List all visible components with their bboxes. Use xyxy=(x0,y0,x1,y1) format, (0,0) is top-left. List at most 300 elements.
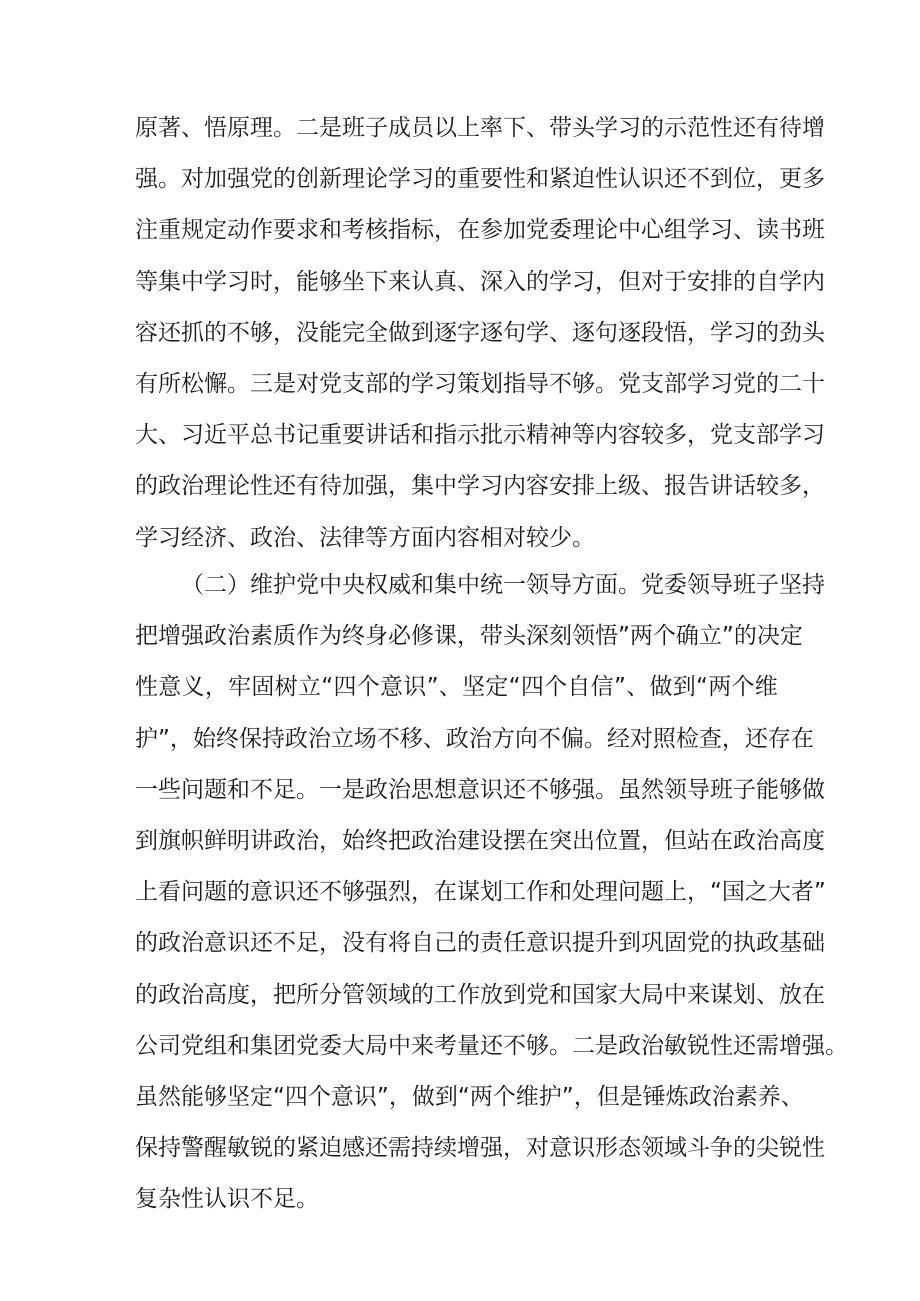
text-char: “ xyxy=(273,1084,285,1110)
text-char: 加 xyxy=(503,217,526,244)
text-char: 持 xyxy=(261,725,285,752)
text-char: 。 xyxy=(549,1032,572,1059)
text-char: 、 xyxy=(756,981,779,1008)
text-char: 党 xyxy=(641,572,664,598)
text-char: 学 xyxy=(526,319,549,346)
text-char: 自 xyxy=(567,674,591,701)
text-char: ， xyxy=(169,725,193,752)
text-char: 不 xyxy=(376,725,400,752)
text-char: 始 xyxy=(192,725,216,752)
text-char: 支 xyxy=(342,371,365,397)
text-char: 子 xyxy=(365,115,388,141)
text-char: 安 xyxy=(687,268,710,295)
text-char: 策 xyxy=(457,371,480,397)
text-char: 个 xyxy=(492,1084,516,1110)
text-char: 字 xyxy=(457,319,480,346)
text-char: 内 xyxy=(595,422,618,449)
text-char: ” xyxy=(613,674,626,701)
text-char: 容 xyxy=(135,319,158,346)
text-char: 终 xyxy=(215,725,239,752)
text-char: ） xyxy=(227,572,250,598)
text-char: 和 xyxy=(227,776,250,803)
text-char: 能 xyxy=(181,1084,204,1110)
text-char: 带 xyxy=(480,623,503,650)
text-char: （ xyxy=(181,572,204,598)
text-char: 抓 xyxy=(181,319,204,346)
text-char: 保 xyxy=(135,1135,158,1162)
text-char: 形 xyxy=(595,1135,618,1162)
text-line xyxy=(135,1020,848,1072)
text-char: 终 xyxy=(342,623,365,650)
text-char: 识 xyxy=(549,930,572,957)
text-char: 场 xyxy=(353,725,377,752)
text-char: 领 xyxy=(365,981,388,1008)
text-char: 定 xyxy=(779,623,803,650)
text-char: 。 xyxy=(273,115,296,141)
text-char: 习 xyxy=(572,268,595,295)
text-char: 面 xyxy=(595,572,618,598)
text-char: 治 xyxy=(307,725,331,752)
text-char: “ xyxy=(710,879,722,906)
text-char: 工 xyxy=(503,879,526,906)
text-char: 强 xyxy=(365,879,388,906)
text-char: 还 xyxy=(296,879,319,906)
text-char: 的 xyxy=(273,1135,296,1162)
text-char: 能 xyxy=(756,776,779,803)
text-char: 指 xyxy=(503,371,526,397)
text-char: 强 xyxy=(135,166,158,193)
text-char: 对 xyxy=(641,268,664,295)
text-char: 内 xyxy=(802,268,825,295)
text-char: 基 xyxy=(779,930,802,957)
text-char: 和 xyxy=(526,166,549,193)
text-char: 政 xyxy=(284,725,308,752)
text-char: 导 xyxy=(710,572,733,598)
text-char: ， xyxy=(687,422,710,449)
text-char: 还 xyxy=(365,1135,388,1162)
text-char: ， xyxy=(721,725,745,752)
text-char: 习 xyxy=(480,473,503,500)
text-char: 帜 xyxy=(181,828,204,854)
text-char: 级 xyxy=(618,473,641,500)
text-char: 意 xyxy=(457,776,480,803)
text-char: 局 xyxy=(365,1032,388,1059)
text-char: ， xyxy=(641,828,664,854)
text-char: 逐 xyxy=(572,319,595,346)
text-char: 一 xyxy=(319,776,342,803)
text-line xyxy=(135,661,778,713)
text-char: 把 xyxy=(388,828,411,854)
text-char: 和 xyxy=(227,1032,250,1059)
text-char: 自 xyxy=(756,268,779,295)
text-char: 上 xyxy=(457,115,480,141)
text-char: 的 xyxy=(227,879,250,906)
text-char: 持 xyxy=(158,1135,181,1162)
text-char: 把 xyxy=(273,981,296,1008)
text-char: 集 xyxy=(250,1032,273,1059)
text-char: 。 xyxy=(227,371,250,397)
text-char: 、 xyxy=(457,268,480,295)
text-char: 识 xyxy=(403,674,427,701)
text-char: 位 xyxy=(595,828,618,854)
text-char: 的 xyxy=(273,166,296,193)
text-char: 段 xyxy=(641,319,664,346)
text-char: 个 xyxy=(307,1084,331,1110)
text-char: 到 xyxy=(434,1084,458,1110)
text-char: 论 xyxy=(595,217,618,244)
text-char: 要 xyxy=(342,422,365,449)
text-char: 二 xyxy=(296,115,319,141)
text-char: 固 xyxy=(251,674,275,701)
text-char: 高 xyxy=(779,828,802,854)
text-char: 全 xyxy=(365,319,388,346)
text-line xyxy=(135,460,825,512)
text-char: 党 xyxy=(526,981,549,1008)
text-char: 的 xyxy=(434,166,457,193)
text-char: 树 xyxy=(274,674,298,701)
text-char: 是 xyxy=(595,1032,618,1059)
text-char: ， xyxy=(434,217,457,244)
text-char: 团 xyxy=(273,1032,296,1059)
text-char: 还 xyxy=(273,473,296,500)
text-char: 入 xyxy=(503,268,526,295)
text-char: 强 xyxy=(365,473,388,500)
text-char: 员 xyxy=(411,115,434,141)
text-char: 在 xyxy=(710,828,733,854)
text-char: 子 xyxy=(733,776,756,803)
text-char: 悟 xyxy=(595,623,618,650)
text-char: 斗 xyxy=(687,1135,710,1162)
text-char: 重 xyxy=(319,422,342,449)
text-char: 上 xyxy=(664,879,687,906)
text-char: “ xyxy=(508,674,521,701)
text-char: 统 xyxy=(480,572,503,598)
text-char: 子 xyxy=(756,572,779,598)
text-char: 增 xyxy=(802,115,825,141)
text-char: ， xyxy=(687,319,710,346)
text-char: 政 xyxy=(158,981,181,1008)
text-char: ， xyxy=(802,473,825,500)
text-char: 迫 xyxy=(572,166,595,193)
text-char: 所 xyxy=(158,371,181,397)
text-char: 识 xyxy=(480,776,503,803)
text-char: 书 xyxy=(273,422,296,449)
text-char: 意 xyxy=(526,930,549,957)
text-char: 集 xyxy=(434,572,457,598)
text-char: 总 xyxy=(250,422,273,449)
text-char: ， xyxy=(595,268,618,295)
text-char: 要 xyxy=(480,166,503,193)
text-char: 紧 xyxy=(549,166,572,193)
text-char: 立 xyxy=(297,674,321,701)
text-char: 对 xyxy=(629,725,653,752)
text-char: 问 xyxy=(181,879,204,906)
text-char: 够 xyxy=(572,371,595,397)
text-char: 识 xyxy=(572,1135,595,1162)
text-char: 坚 xyxy=(227,1084,250,1110)
text-char: 偏 xyxy=(560,725,584,752)
text-char: 识 xyxy=(273,879,296,906)
text-char: 安 xyxy=(549,473,572,500)
text-char: 分 xyxy=(319,981,342,1008)
text-char: 足 xyxy=(273,776,296,803)
text-char: 。 xyxy=(825,1032,848,1059)
text-char: 但 xyxy=(596,1084,620,1110)
text-char: 句 xyxy=(595,319,618,346)
text-char: 论 xyxy=(227,473,250,500)
text-char: 对 xyxy=(526,1135,549,1162)
text-char: 维 xyxy=(754,674,778,701)
text-char: 升 xyxy=(595,930,618,957)
text-char: 威 xyxy=(388,572,411,598)
text-char: 需 xyxy=(388,1135,411,1162)
text-char: 党 xyxy=(250,166,273,193)
text-char: 待 xyxy=(319,473,342,500)
text-char: 的 xyxy=(756,319,779,346)
text-char: 性 xyxy=(802,1135,825,1162)
text-char: 中 xyxy=(457,572,480,598)
text-char: 醒 xyxy=(204,1135,227,1162)
text-char: 划 xyxy=(733,981,756,1008)
text-char: 锤 xyxy=(642,1084,666,1110)
text-char: 中 xyxy=(664,981,687,1008)
text-char: 批 xyxy=(480,422,503,449)
text-char: 紧 xyxy=(296,1135,319,1162)
text-char: 保 xyxy=(238,725,262,752)
text-char: 平 xyxy=(227,422,250,449)
text-line-first xyxy=(181,559,825,611)
text-char: 带 xyxy=(549,115,572,141)
text-char: 处 xyxy=(572,879,595,906)
text-char: 向 xyxy=(514,725,538,752)
text-char: 治 xyxy=(711,1084,735,1110)
text-char: 个 xyxy=(356,674,380,701)
text-char: 信 xyxy=(590,674,614,701)
text-char: 的 xyxy=(756,371,779,397)
text-char: 神 xyxy=(549,422,572,449)
text-char: 有 xyxy=(135,371,158,397)
text-char: 示 xyxy=(664,115,687,141)
text-char: 强 xyxy=(227,166,250,193)
text-char: 和 xyxy=(411,572,434,598)
text-char: 意 xyxy=(204,930,227,957)
text-char: 续 xyxy=(434,1135,457,1162)
text-line xyxy=(135,1071,804,1123)
text-char: 者 xyxy=(790,879,814,906)
text-char: 考 xyxy=(342,217,365,244)
text-char: 。 xyxy=(595,371,618,397)
text-char: 学 xyxy=(204,268,227,295)
text-char: 标 xyxy=(411,217,434,244)
text-char: 工 xyxy=(434,981,457,1008)
text-char: “ xyxy=(321,674,334,701)
text-char: 是 xyxy=(619,1084,643,1110)
text-char: 习 xyxy=(733,319,756,346)
text-char: 尖 xyxy=(756,1135,779,1162)
text-char: 国 xyxy=(721,879,745,906)
text-char: 四 xyxy=(520,674,544,701)
text-line-last: 学习经济、政治、法律等方面内容相对较少。 xyxy=(135,524,595,551)
text-char: 、 xyxy=(438,674,462,701)
text-char: 对 xyxy=(181,166,204,193)
text-char: 度 xyxy=(802,828,825,854)
text-char: 识 xyxy=(641,166,664,193)
text-char: 上 xyxy=(135,879,158,906)
text-char: 。 xyxy=(296,776,319,803)
text-char: 政 xyxy=(688,1084,712,1110)
text-char: 和 xyxy=(549,981,572,1008)
text-char: 中 xyxy=(181,268,204,295)
text-char: 班 xyxy=(802,217,825,244)
text-char: 政 xyxy=(411,828,434,854)
text-char: 确 xyxy=(675,623,699,650)
text-char: 谋 xyxy=(710,981,733,1008)
text-char: 、 xyxy=(733,217,756,244)
text-char: 。 xyxy=(618,572,641,598)
text-char: 旗 xyxy=(158,828,181,854)
text-char: 等 xyxy=(135,268,158,295)
text-char: 大 xyxy=(342,1032,365,1059)
text-char: 问 xyxy=(618,879,641,906)
text-char: 性 xyxy=(135,674,158,701)
text-char: 两 xyxy=(469,1084,493,1110)
text-line xyxy=(135,256,825,308)
text-char: 意 xyxy=(330,1084,354,1110)
text-char: 公 xyxy=(135,1032,158,1059)
text-char: ， xyxy=(250,981,273,1008)
text-char: 到 xyxy=(672,674,696,701)
text-char: ” xyxy=(813,879,826,906)
text-char: 认 xyxy=(411,268,434,295)
text-char: 理 xyxy=(204,473,227,500)
text-char: 性 xyxy=(710,115,733,141)
text-char: 加 xyxy=(204,166,227,193)
text-char: “ xyxy=(696,674,708,701)
text-char: 重 xyxy=(457,166,480,193)
text-char: 待 xyxy=(779,115,802,141)
text-char: 政 xyxy=(158,930,181,957)
text-char: 央 xyxy=(342,572,365,598)
text-char: 需 xyxy=(756,1032,779,1059)
text-char: 所 xyxy=(296,981,319,1008)
text-line xyxy=(135,917,825,969)
text-char: 治 xyxy=(181,473,204,500)
text-char: 懈 xyxy=(204,371,227,397)
text-char: 支 xyxy=(641,371,664,397)
text-char: 持 xyxy=(411,1135,434,1162)
text-char: 还 xyxy=(480,1032,503,1059)
text-char: 来 xyxy=(388,268,411,295)
text-char: 注 xyxy=(135,217,158,244)
text-char: ， xyxy=(204,674,228,701)
text-char: 做 xyxy=(388,319,411,346)
text-char: 存 xyxy=(767,725,791,752)
text-char: “ xyxy=(457,1084,470,1110)
text-char: 治 xyxy=(296,828,319,854)
text-char: 定 xyxy=(485,674,509,701)
text-char: ， xyxy=(687,879,710,906)
text-char: 还 xyxy=(664,166,687,193)
text-char: 。 xyxy=(158,166,181,193)
text-line xyxy=(135,610,803,662)
text-char: 司 xyxy=(158,1032,181,1059)
text-char: 范 xyxy=(687,115,710,141)
text-char: 求 xyxy=(296,217,319,244)
text-char: ” xyxy=(376,1084,389,1110)
text-char: ， xyxy=(411,879,434,906)
text-char: 治 xyxy=(641,1032,664,1059)
text-char: 两 xyxy=(629,623,653,650)
text-char: 中 xyxy=(319,572,342,598)
text-char: 、 xyxy=(181,115,204,141)
text-char: 、 xyxy=(780,1084,804,1110)
text-char: 能 xyxy=(319,319,342,346)
text-char: 炼 xyxy=(665,1084,689,1110)
text-char: 维 xyxy=(515,1084,539,1110)
text-char: ” xyxy=(426,674,439,701)
text-char: 突 xyxy=(549,828,572,854)
text-char: 示 xyxy=(503,422,526,449)
text-char: 查 xyxy=(698,725,722,752)
text-line xyxy=(135,358,825,410)
text-char: 治 xyxy=(434,828,457,854)
text-char: 还 xyxy=(250,930,273,957)
text-char: 感 xyxy=(342,1135,365,1162)
text-char: 意 xyxy=(380,674,404,701)
text-char: 在 xyxy=(790,725,814,752)
text-char: 治 xyxy=(227,623,250,650)
text-char: 习 xyxy=(411,166,434,193)
text-char: 到 xyxy=(618,930,641,957)
text-char: 两 xyxy=(708,674,732,701)
text-char: 始 xyxy=(342,828,365,854)
text-char: 护 xyxy=(135,725,158,752)
text-char: 站 xyxy=(687,828,710,854)
text-char: 委 xyxy=(549,217,572,244)
text-line xyxy=(135,153,825,205)
text-char: 支 xyxy=(733,422,756,449)
text-char: 真 xyxy=(434,268,457,295)
text-char: 性 xyxy=(250,473,273,500)
text-char: 治 xyxy=(181,930,204,957)
text-char: 决 xyxy=(756,623,780,650)
text-char: 悟 xyxy=(664,319,687,346)
text-char: 家 xyxy=(595,981,618,1008)
text-char: 政 xyxy=(618,1032,641,1059)
text-char: ， xyxy=(573,1084,597,1110)
text-char: 在 xyxy=(457,217,480,244)
text-char: 核 xyxy=(365,217,388,244)
text-char: 一 xyxy=(503,572,526,598)
text-char: 容 xyxy=(526,473,549,500)
text-char: 二 xyxy=(572,1032,595,1059)
text-char: 还 xyxy=(503,776,526,803)
text-char: 多 xyxy=(779,473,802,500)
text-char: 牢 xyxy=(228,674,252,701)
text-char: 、 xyxy=(526,115,549,141)
text-char: 作 xyxy=(457,981,480,1008)
text-line xyxy=(135,307,825,359)
text-char: 置 xyxy=(618,828,641,854)
text-char: 组 xyxy=(664,217,687,244)
text-char: 还 xyxy=(158,319,181,346)
text-char: 政 xyxy=(733,828,756,854)
text-char: 成 xyxy=(388,115,411,141)
text-char: 设 xyxy=(480,828,503,854)
text-line xyxy=(135,409,825,461)
text-char: 之 xyxy=(744,879,768,906)
text-char: ” xyxy=(561,1084,574,1110)
